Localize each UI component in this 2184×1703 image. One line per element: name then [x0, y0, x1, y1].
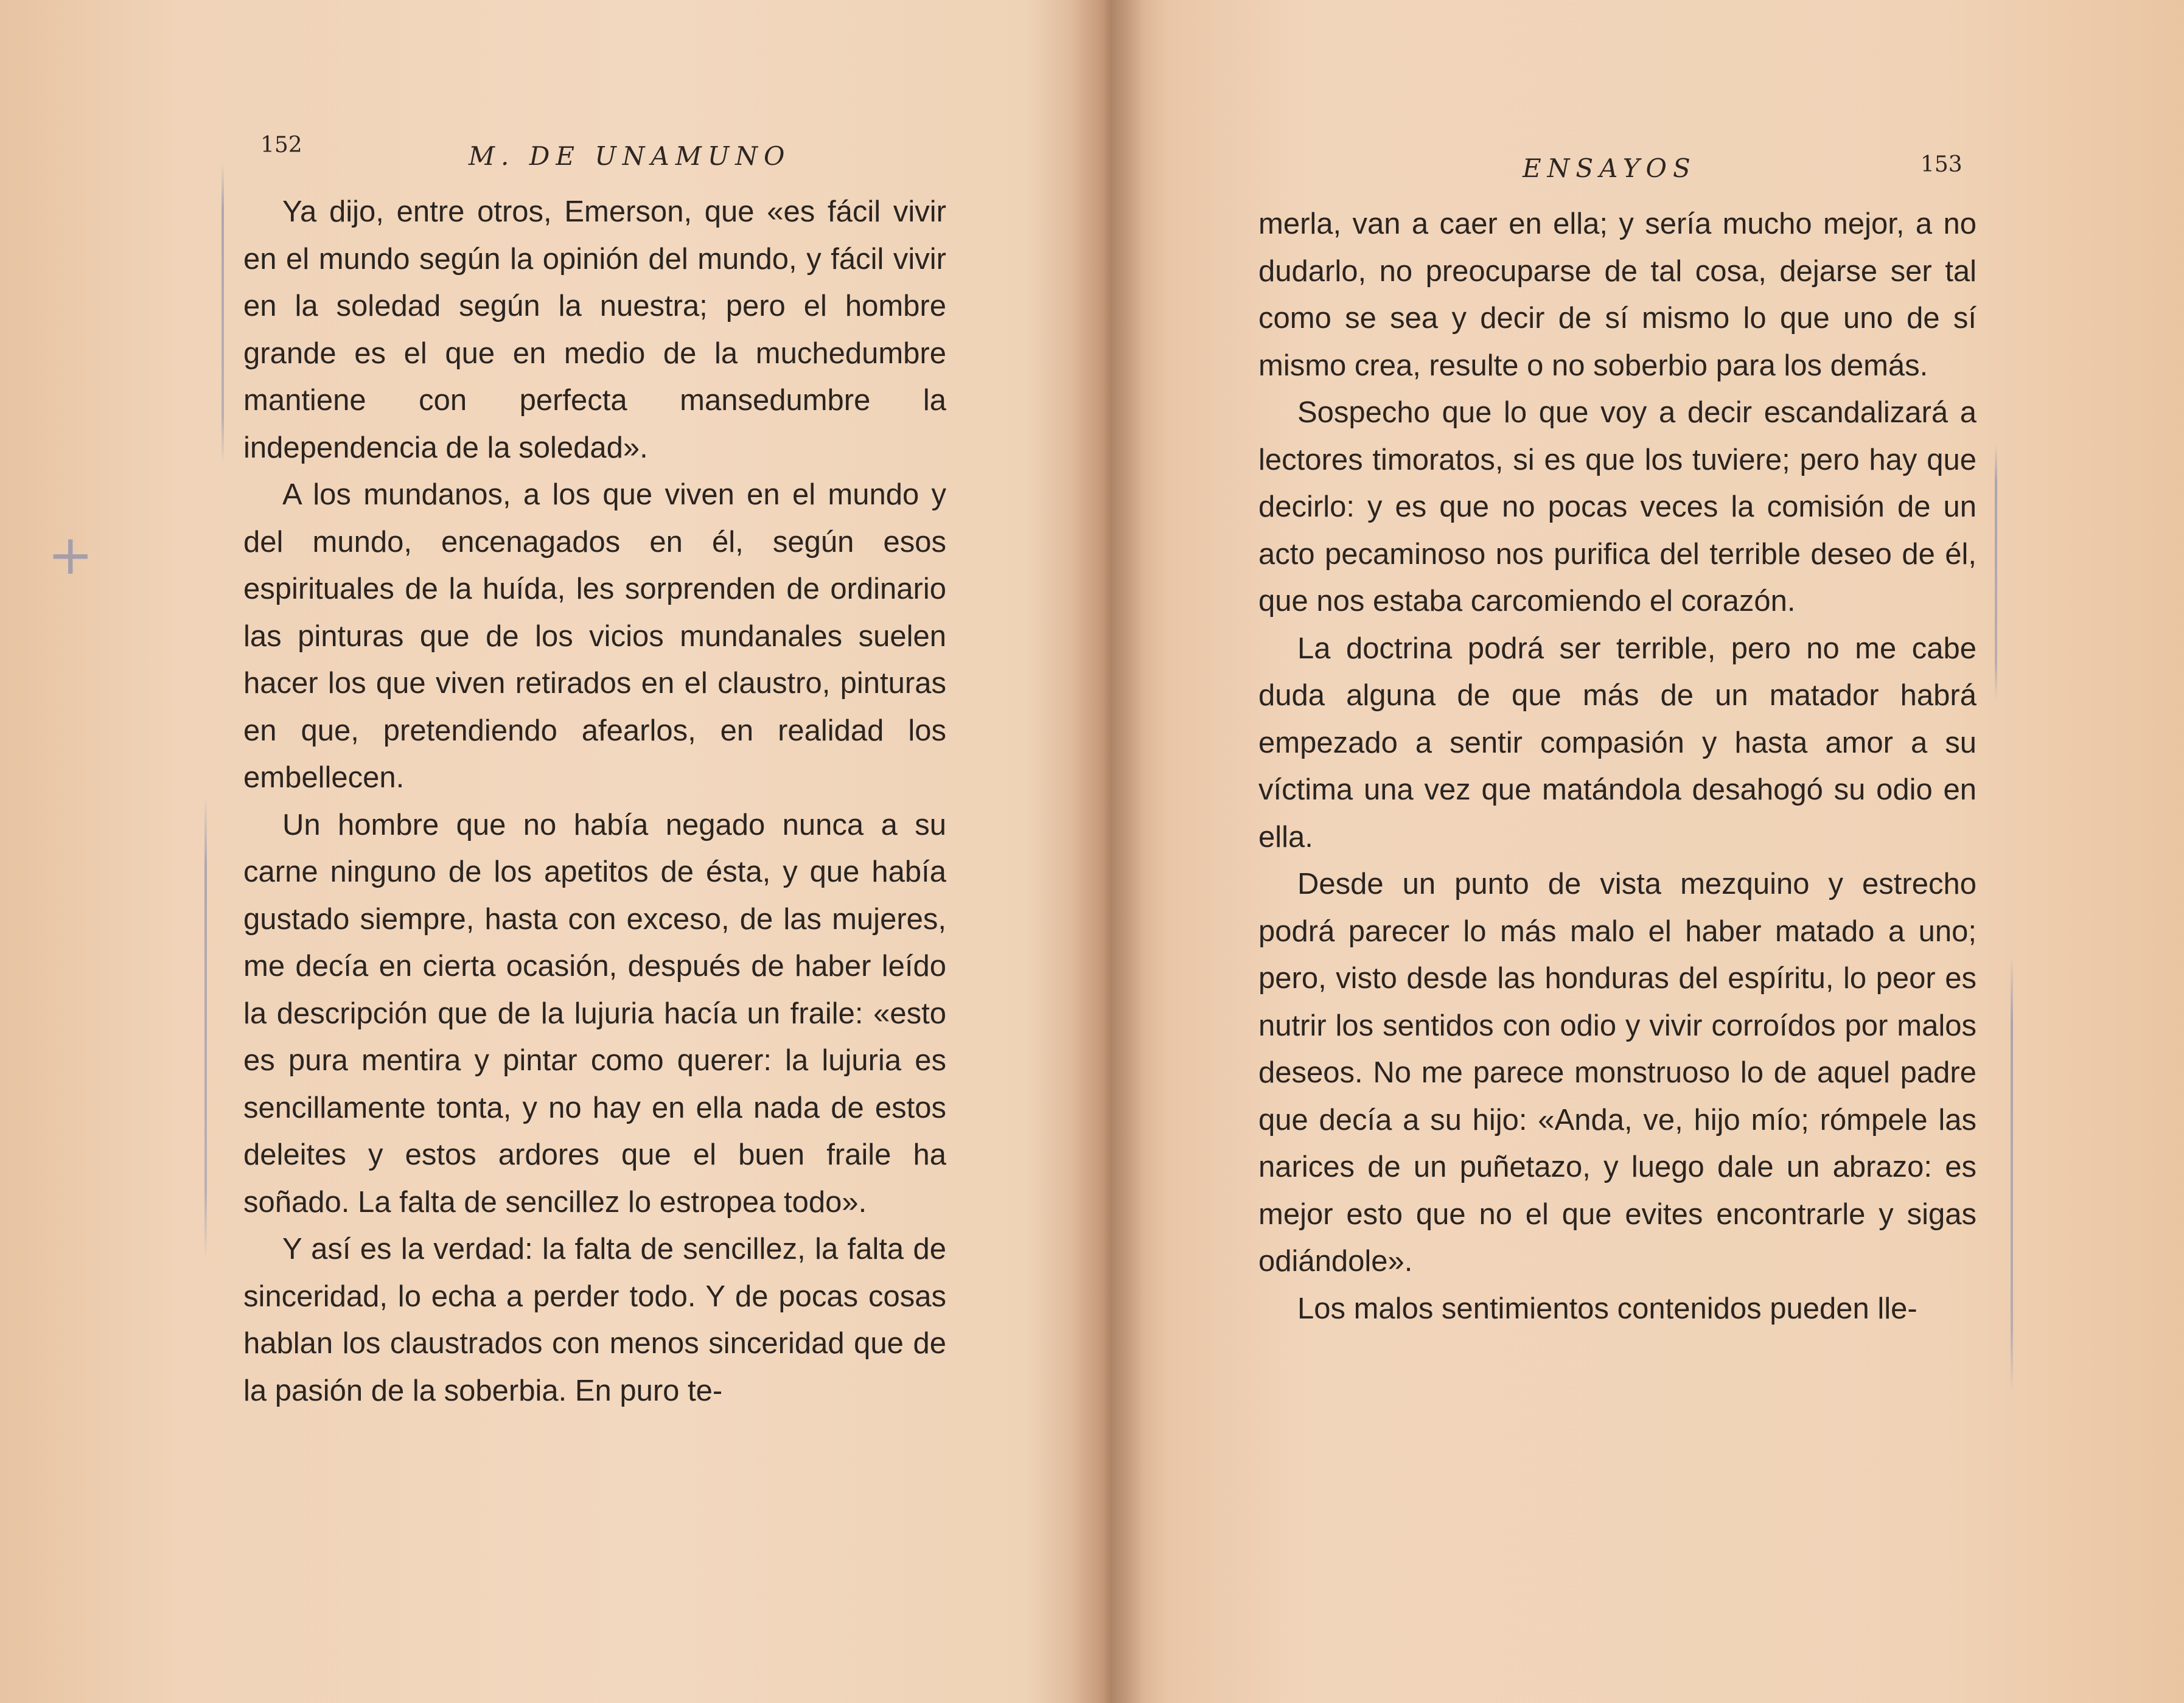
- paragraph: Los malos sentimientos contenidos pueden lle-: [1297, 1292, 1917, 1325]
- pencil-cross-mark: +: [47, 523, 94, 587]
- paragraph: Un hombre que no había negado nunca a su carne ninguno de los apetitos de ésta, y que había gustado siempre, hasta con exceso, de las mujeres, me decía en cierta ocasión, después de haber leído la descripción que de la lujuria hacía un fraile: «esto es pura mentira y pintar como querer: la lujuria es sencillamente tonta, y no hay en ella nada de estos deleites y estos ardores que el buen fraile ha soñado. La falta de sencillez lo estropea todo».: [243, 808, 946, 1219]
- paragraph: Sospecho que lo que voy a decir escandalizará a lectores timoratos, si es que los tuviere; pero hay que decirlo: y es que no pocas veces la comisión de un acto pecaminoso nos purifica del terrible deseo de él, que nos estaba carcomiendo el corazón.: [1258, 396, 1976, 618]
- pencil-margin-mark: [222, 164, 224, 462]
- right-running-head: ENSAYOS: [1523, 153, 1697, 183]
- pencil-margin-mark: [2011, 955, 2013, 1393]
- continuation-paragraph: merla, van a caer en ella; y sería mucho mejor, a no dudarlo, no preocuparse de tal cosa, dejarse ser tal como se sea y decir de sí mismo lo que uno de sí mismo crea, resulte o no soberbio para los demás.: [1258, 207, 1976, 382]
- pencil-margin-mark: [1995, 444, 1997, 700]
- paragraph: Y así es la verdad: la falta de sencillez, la falta de sinceridad, lo echa a perder todo. Y de pocas cosas hablan los claustrados con menos sinceridad que de la pasión de la soberbia. En puro te-: [243, 1233, 946, 1407]
- right-page-text: [1258, 201, 1976, 1332]
- right-page-number: 153: [1921, 152, 1962, 177]
- paragraph: La doctrina podrá ser terrible, pero no me cabe duda alguna de que más de un matador habrá empezado a sentir compasión y hasta amor a su víctima una vez que matándola desahogó su odio en ella.: [1258, 632, 1976, 854]
- paragraph: Desde un punto de vista mezquino y estrecho podrá parecer lo más malo el haber matado a uno; pero, visto desde las honduras del espíritu, lo peor es nutrir los sentidos con odio y vivir corroídos por malos deseos. No me parece monstruoso lo de aquel padre que decía a su hijo: «Anda, ve, hijo mío; rómpele las narices de un puñetazo, y luego dale un abrazo: es mejor esto que no el que evites encontrarle y sigas odiándole».: [1258, 868, 1976, 1278]
- paragraph: A los mundanos, a los que viven en el mundo y del mundo, encenagados en él, según esos espirituales de la huída, les sorprenden de ordinario las pinturas que de los vicios mundanales suelen hacer los que viven retirados en el claustro, pinturas en que, pretendiendo afearlos, en realidad los embellecen.: [243, 478, 946, 794]
- left-page-text: [243, 189, 946, 1415]
- right-page: [1095, 0, 2184, 1703]
- pencil-margin-mark: [204, 797, 207, 1259]
- left-page-number: 152: [260, 133, 302, 158]
- paragraph: Ya dijo, entre otros, Emerson, que «es fácil vivir en el mundo según la opinión del mundo, y fácil vivir en la soledad según la nuestra; pero el hombre grande es el que en medio de la muchedumbre mantiene con perfecta mansedumbre la independencia de la soledad».: [243, 195, 946, 464]
- left-running-head: M. DE UNAMUNO: [469, 141, 791, 171]
